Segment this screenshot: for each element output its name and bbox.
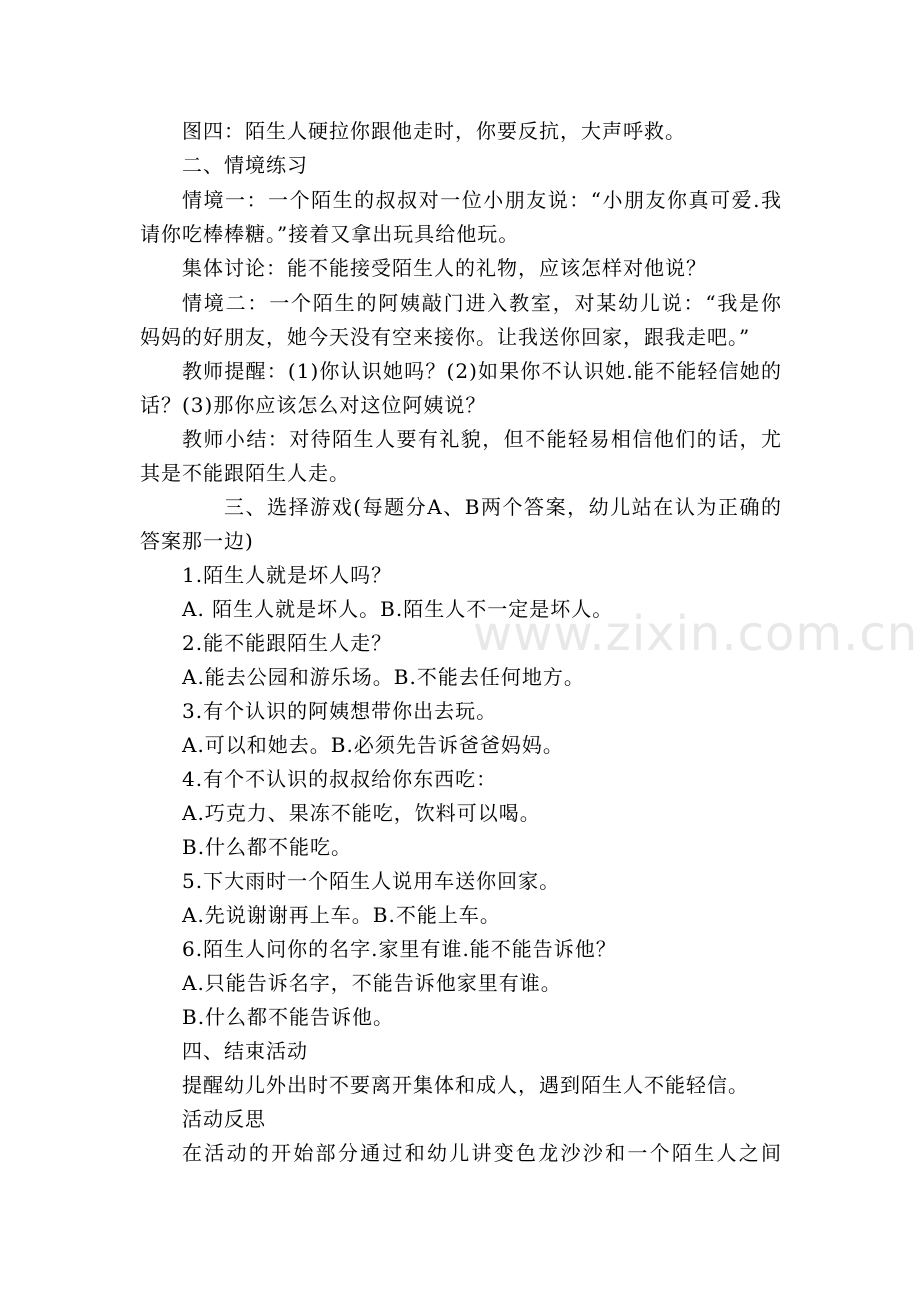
answer-item: A.可以和她去。B.必须先告诉爸爸妈妈。 <box>182 733 564 757</box>
answer-item: A.只能告诉名字，不能告诉他家里有谁。 <box>182 971 562 995</box>
question-item: 1.陌生人就是坏人吗？ <box>182 563 393 587</box>
answer-item: A.先说谢谢再上车。B.不能上车。 <box>182 903 501 927</box>
paragraph-line: 集体讨论：能不能接受陌生人的礼物，应该怎样对他说？ <box>182 256 707 280</box>
paragraph-line: 情境一：一个陌生的叔叔对一位小朋友说：“小朋友你真可爱.我 <box>182 188 782 212</box>
paragraph-line: 图四：陌生人硬拉你跟他走时，你要反抗，大声呼救。 <box>182 119 686 143</box>
paragraph-line: 请你吃棒棒糖。”接着又拿出玩具给他玩。 <box>140 222 520 246</box>
paragraph-line: 话？(3)那你应该怎么对这位阿姨说？ <box>140 393 487 417</box>
question-item: 6.陌生人问你的名字.家里有谁.能不能告诉他？ <box>182 937 617 961</box>
paragraph-line: 提醒幼儿外出时不要离开集体和成人，遇到陌生人不能轻信。 <box>182 1073 749 1097</box>
paragraph-line: 教师提醒：(1)你认识她吗？(2)如果你不认识她.能不能轻信她的 <box>182 359 782 383</box>
section-heading: 活动反思 <box>182 1107 266 1131</box>
answer-item: B.什么都不能告诉他。 <box>182 1005 395 1029</box>
answer-item: A.能去公园和游乐场。B.不能去任何地方。 <box>182 665 585 689</box>
section-heading: 四、结束活动 <box>182 1039 308 1063</box>
section-heading: 三、选择游戏(每题分A、B两个答案，幼儿站在认为正确的 <box>224 495 782 519</box>
paragraph-line: 情境二：一个陌生的阿姨敲门进入教室，对某幼儿说：“我是你 <box>182 291 782 315</box>
question-item: 2.能不能跟陌生人走？ <box>182 631 393 655</box>
question-item: 5.下大雨时一个陌生人说用车送你回家。 <box>182 869 561 893</box>
paragraph-line: 在活动的开始部分通过和幼儿讲变色龙沙沙和一个陌生人之间 <box>182 1141 782 1165</box>
answer-item: A.巧克力、果冻不能吃，饮料可以喝。 <box>182 801 541 825</box>
paragraph-line: 教师小结：对待陌生人要有礼貌，但不能轻易相信他们的话，尤 <box>182 427 782 451</box>
answer-item: B.什么都不能吃。 <box>182 835 353 859</box>
paragraph-line: 其是不能跟陌生人走。 <box>140 461 350 485</box>
answer-item: A. 陌生人就是坏人。B.陌生人不一定是坏人。 <box>182 597 614 621</box>
question-item: 4.有个不认识的叔叔给你东西吃： <box>182 767 498 791</box>
paragraph-line: 答案那一边) <box>140 529 254 553</box>
section-heading: 二、情境练习 <box>182 153 308 177</box>
watermark: www.zixin.com.cn <box>473 606 919 662</box>
question-item: 3.有个认识的阿姨想带你出去玩。 <box>182 699 498 723</box>
paragraph-line: 妈妈的好朋友，她今天没有空来接你。让我送你回家，跟我走吧。” <box>140 325 751 349</box>
